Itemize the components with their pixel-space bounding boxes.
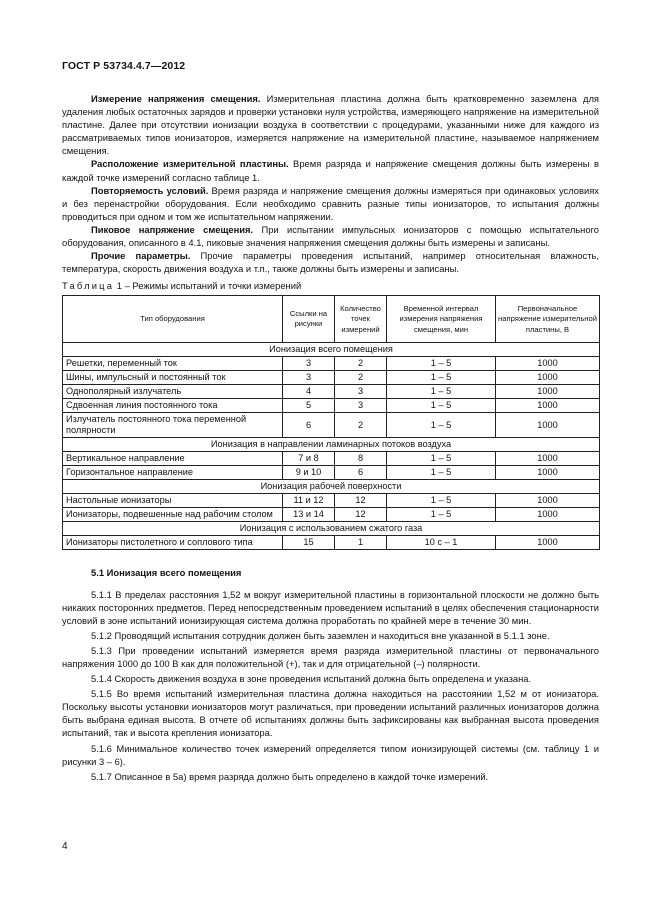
header-point-count: Количество точек измерений xyxy=(335,296,387,343)
clause-paragraph: 5.1.5 Во время испытаний измерительная пластина должна находиться на расстоянии 1,52 м от ионизатора. Поскольку высоты установки ионизаторов могут различаться, при проведении испытаний различных ионизаторов должна быть выбрана единая высота. В отчете об испытаниях должны быть зафиксированы как выбранная высота проведения испытаний, так и высота крепления ионизатора. xyxy=(62,688,599,739)
table-cell: Сдвоенная линия постоянного тока xyxy=(63,399,283,413)
paragraph-text: Время разряда и напряжение смещения должны быть измерены в каждой точке измерений согласно таблице 1. xyxy=(62,158,599,183)
intro-paragraph xyxy=(62,92,599,157)
table-cell: 1000 xyxy=(496,413,600,438)
table-cell: 15 xyxy=(283,536,335,550)
table-cell: 1000 xyxy=(496,508,600,522)
paragraph-lead: Измерение напряжения смещения. xyxy=(91,93,261,104)
paragraph-text: При испытании импульсных ионизаторов с помощью испытательного оборудования, описанного в 4.1, пиковые значения напряжения смещения должны быть измерены и записаны. xyxy=(62,223,599,249)
table-cell: 4 xyxy=(283,385,335,399)
section-title: Ионизация с использованием сжатого газа xyxy=(63,522,600,536)
table-cell: 1 – 5 xyxy=(387,494,496,508)
table-caption xyxy=(62,279,599,292)
table-header-row xyxy=(63,296,600,343)
clause-paragraph: 5.1.4 Скорость движения воздуха в зоне проведения испытаний должна быть определена и указана. xyxy=(91,673,532,685)
header-equipment-type: Тип оборудования xyxy=(63,296,283,343)
table-cell: Ионизаторы пистолетного и соплового типа xyxy=(63,536,283,550)
table-cell: 5 xyxy=(283,399,335,413)
paragraph-text: Время разряда и напряжение смещения должны измеряться при одинаковых условиях и без перенастройки оборудования. Если необходимо сравнить разные типы ионизаторов, то испытания должны проводиться при одном и том же испытательном напряжении. xyxy=(62,184,599,222)
table-cell: 8 xyxy=(335,452,387,466)
clause-paragraph: 5.1.2 Проводящий испытания сотрудник должен быть заземлен и находиться вне указанной в 5.1.1 зоне. xyxy=(91,629,550,641)
table-cell: 3 xyxy=(283,357,335,371)
document-header: ГОСТ Р 53734.4.7—2012 xyxy=(62,60,186,72)
table-cell: 1 – 5 xyxy=(387,508,496,522)
intro-paragraph xyxy=(62,249,599,275)
table-section-row xyxy=(63,522,600,536)
table-cell: 1000 xyxy=(496,385,600,399)
table-cell: Решетки, переменный ток xyxy=(63,357,283,371)
table-cell: 3 xyxy=(335,385,387,399)
table-caption-prefix: Таблица xyxy=(62,280,115,292)
clause-paragraph: 5.1.6 Минимальное количество точек измерений определяется типом ионизирующей системы (см. таблицу 1 и рисунки 3 – 6). xyxy=(62,742,599,767)
table-cell: 10 с – 1 xyxy=(387,536,496,550)
section-title: Ионизация в направлении ламинарных потоков воздуха xyxy=(63,438,600,452)
table-row xyxy=(63,494,600,508)
table-cell: Однополярный излучатель xyxy=(63,385,283,399)
table-body xyxy=(63,343,600,550)
table-cell: 1 xyxy=(335,536,387,550)
test-modes-table xyxy=(62,295,600,550)
table-cell: Излучатель постоянного тока переменной полярности xyxy=(63,413,283,438)
table-section-row xyxy=(63,438,600,452)
table-cell: 7 и 8 xyxy=(283,452,335,466)
page-body xyxy=(62,92,599,785)
paragraph-lead: Повторяемость условий. xyxy=(91,184,209,196)
table-cell: Шины, импульсный и постоянный ток xyxy=(63,371,283,385)
page-number: 4 xyxy=(62,841,68,852)
table-cell: 1 – 5 xyxy=(387,385,496,399)
table-row xyxy=(63,357,600,371)
table-row xyxy=(63,536,600,550)
table-cell: 1000 xyxy=(496,452,600,466)
table-cell: 12 xyxy=(335,494,387,508)
table-cell: 9 и 10 xyxy=(283,466,335,480)
paragraph-text: Прочие параметры проведения испытаний, например относительная влажность, температура, скорость движения воздуха и т.п., также должны быть измерены и записаны. xyxy=(62,250,599,275)
clause-paragraph: 5.1.7 Описанное в 5а) время разряда должно быть определено в каждой точке измерений. xyxy=(91,770,489,782)
header-time-interval: Временной интервал измерения напряжения смещения, мин xyxy=(387,296,496,343)
table-cell: 13 и 14 xyxy=(283,508,335,522)
table-cell: 1 – 5 xyxy=(387,357,496,371)
table-cell: 11 и 12 xyxy=(283,494,335,508)
table-row xyxy=(63,452,600,466)
clause-paragraph: 5.1.3 При проведении испытаний измеряется время разряда измерительной пластины от первоначального напряжения 1000 до 100 В как для положительной (+), так и для отрицательной (–) полярности. xyxy=(62,644,599,669)
table-cell: 6 xyxy=(335,466,387,480)
intro-paragraphs xyxy=(62,92,599,275)
table-cell: Горизонтальное направление xyxy=(63,466,283,480)
paragraph-lead: Пиковое напряжение смещения. xyxy=(91,223,254,235)
table-cell: 1 – 5 xyxy=(387,371,496,385)
table-section-row xyxy=(63,343,600,357)
table-cell: 2 xyxy=(335,413,387,438)
table-cell: Ионизаторы, подвешенные над рабочим столом xyxy=(63,508,283,522)
table-section-row xyxy=(63,480,600,494)
table-cell: 1 – 5 xyxy=(387,466,496,480)
table-caption-text: 1 – Режимы испытаний и точки измерений xyxy=(114,280,302,292)
intro-paragraph xyxy=(62,157,599,183)
table-row xyxy=(63,508,600,522)
table-cell: 3 xyxy=(335,399,387,413)
table-row xyxy=(63,371,600,385)
table-cell: 1000 xyxy=(496,399,600,413)
header-initial-voltage: Первоначальное напряжение измерительной пластины, В xyxy=(496,296,600,343)
table-cell: 1000 xyxy=(496,536,600,550)
table-row xyxy=(63,413,600,438)
table-cell: 2 xyxy=(335,357,387,371)
table-cell: 1000 xyxy=(496,494,600,508)
intro-paragraph xyxy=(62,223,599,249)
table-row xyxy=(63,399,600,413)
intro-paragraph xyxy=(62,184,599,223)
table-cell: Вертикальное направление xyxy=(63,452,283,466)
table-cell: 1 – 5 xyxy=(387,399,496,413)
table-cell: 3 xyxy=(283,371,335,385)
section-title: Ионизация всего помещения xyxy=(63,343,600,357)
section-title: Ионизация рабочей поверхности xyxy=(63,480,600,494)
subsection-paragraphs xyxy=(62,588,599,783)
table-cell: Настольные ионизаторы xyxy=(63,494,283,508)
paragraph-lead: Прочие параметры. xyxy=(91,250,191,262)
clause-paragraph: 5.1.1 В пределах расстояния 1,52 м вокруг измерительной пластины в горизонтальной плоскости не должно быть никаких посторонних предметов. Перед непосредственным проведением испытаний в целях обеспечения стационарности условий в зоне испытаний ионизирующая система должна проработать по крайней мере в течение 30 мин. xyxy=(62,588,599,626)
table-cell: 1000 xyxy=(496,466,600,480)
table-cell: 1000 xyxy=(496,357,600,371)
table-cell: 6 xyxy=(283,413,335,438)
table-cell: 1 – 5 xyxy=(387,413,496,438)
table-cell: 12 xyxy=(335,508,387,522)
paragraph-text: Измерительная пластина должна быть кратковременно заземлена для удаления любых остаточных зарядов и проверки установки нуля устройства, измеряющего напряжение на измерительной пластине. Далее при отсутствии ионизации воздуха в соответствии с процедурами, указанными ниже для каждого из рассматриваемых типов ионизаторов, измеряется напряжение на измерительной пластине, называемое напряжением смещения. xyxy=(62,93,599,157)
table-cell: 1 – 5 xyxy=(387,452,496,466)
table-cell: 1000 xyxy=(496,371,600,385)
subsection-title: 5.1 Ионизация всего помещения xyxy=(91,567,242,579)
table-row xyxy=(63,385,600,399)
table-cell: 2 xyxy=(335,371,387,385)
header-figure-refs: Ссылки на рисунки xyxy=(283,296,335,343)
table-row xyxy=(63,466,600,480)
paragraph-lead: Расположение измерительной пластины. xyxy=(91,158,289,170)
